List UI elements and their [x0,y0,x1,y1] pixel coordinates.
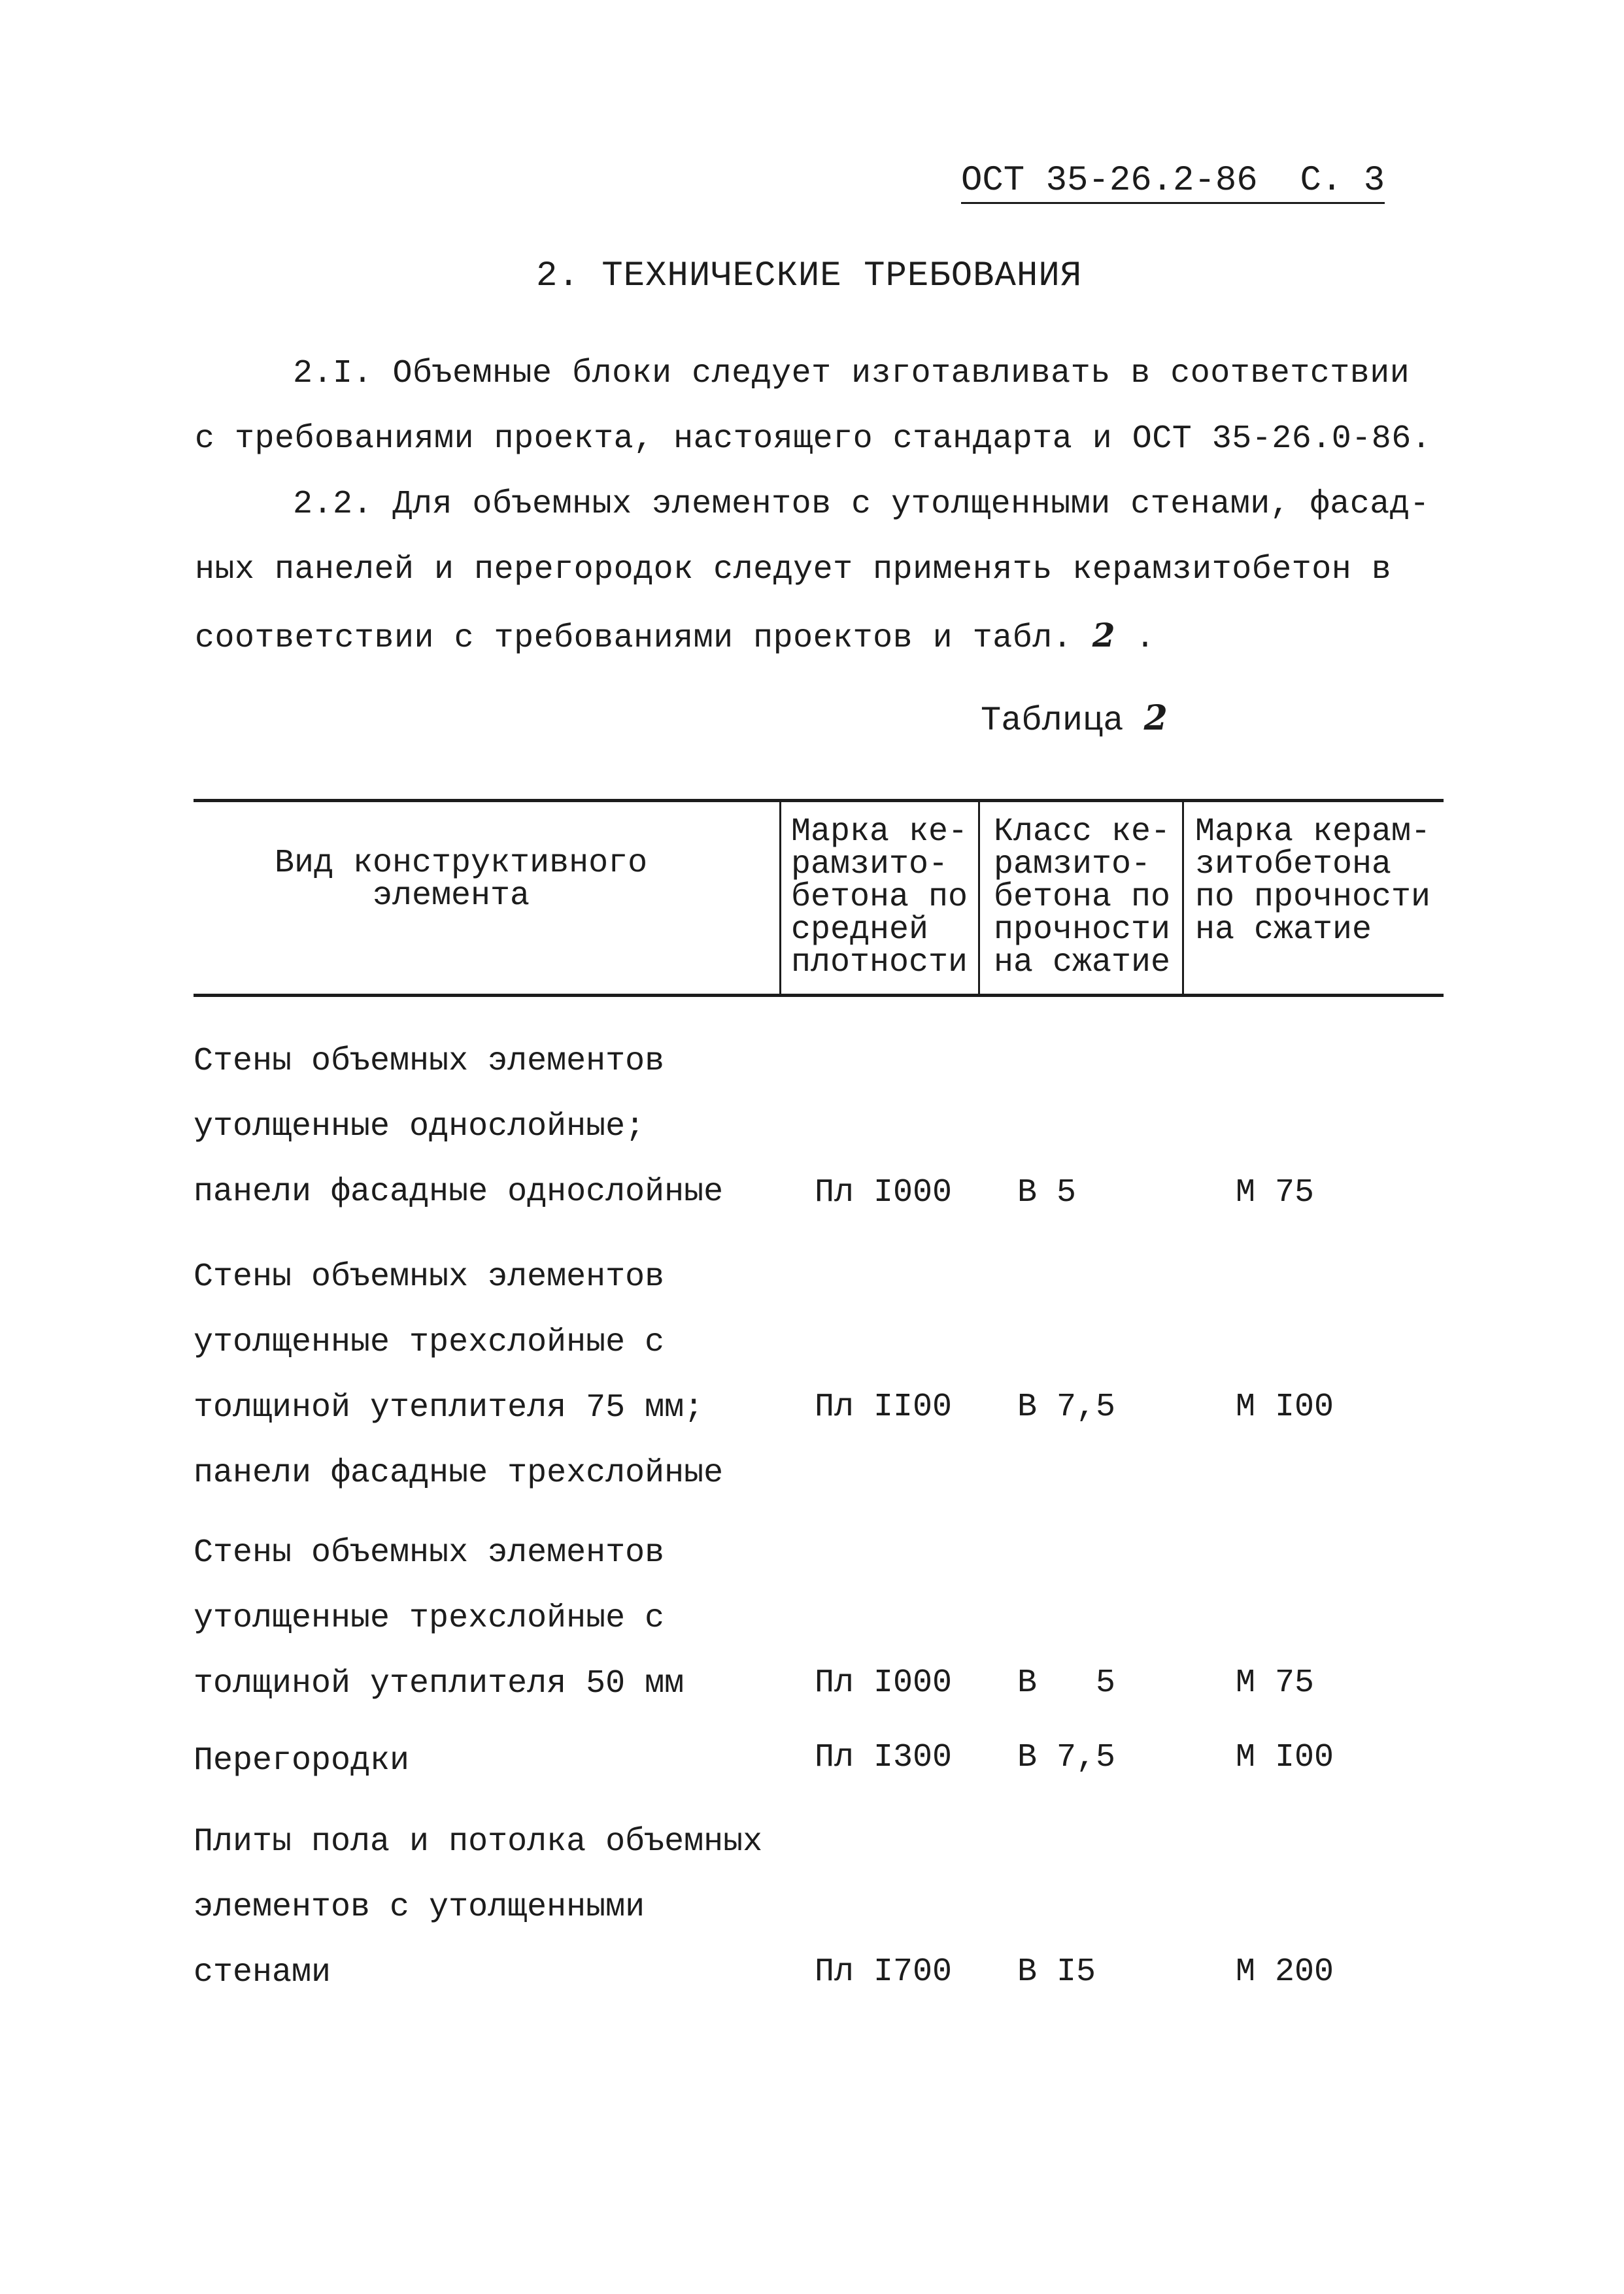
table-caption [981,698,1168,740]
table-header-bottom-rule [194,994,1444,997]
table-header-element-type: Вид конструктивного элемента [275,845,648,915]
table-row-2-line-3: толщиной утеплителя 75 мм; [194,1389,704,1426]
table-row-5-density: Пл I700 [815,1953,953,1991]
paragraph-2-2-line-3 [195,616,1155,658]
table-row-3-element [194,1521,821,1717]
table-row-1-element [194,1029,821,1225]
table-header-density: Марка ке- рамзито- бетона по средней плотности [791,813,968,981]
table-caption-number: 2 [1143,698,1168,738]
table-row-4-class: В 7,5 [1017,1739,1116,1776]
table-header-strength-class: Класс ке- рамзито- бетона по прочности на сжатие [994,813,1171,981]
page-number: С. 3 [1300,161,1385,201]
paragraph-2-2-line-2: ных панелей и перегородок следует применять керамзитобетон в [195,551,1392,588]
paragraph-2-1-line-1: 2.I. Объемные блоки следует изготавливать в соответствии [293,355,1410,392]
table-row-4-density: Пл I300 [815,1739,953,1776]
table-column-divider-1 [779,801,781,995]
paragraph-2-2-line-1: 2.2. Для объемных элементов с утолщенными стенами, фасад- [293,486,1430,523]
section-title: 2. ТЕХНИЧЕСКИЕ ТРЕБОВАНИЯ [536,256,1083,296]
table-row-3-line-3: толщиной утеплителя 50 мм [194,1665,685,1702]
table-row-1-density: Пл I000 [815,1174,953,1211]
table-row-2-line-4: панели фасадные трехслойные [194,1455,724,1492]
table-row-1-class: В 5 [1017,1174,1077,1211]
table-row-4-element [194,1729,821,1794]
table-row-4-strength: М I00 [1236,1739,1334,1776]
table-row-1-line-1: Стены объемных элементов [194,1043,665,1080]
table-row-5-line-2: элементов с утолщенными [194,1889,645,1926]
table-row-2-strength: М I00 [1236,1389,1334,1426]
table-row-5-element [194,1810,821,2006]
table-column-divider-2 [978,801,980,995]
paragraph-2-2-end: . [1135,620,1156,657]
table-row-5-strength: М 200 [1236,1953,1334,1991]
table-row-5-line-1: Плиты пола и потолка объемных [194,1823,763,1861]
table-reference-number: 2 [1092,616,1116,654]
table-header-strength-grade: Марка керам- зитобетона по прочности на сжатие [1195,813,1431,949]
table-row-1-strength: М 75 [1236,1174,1315,1211]
table-column-divider-3 [1182,801,1184,995]
table-row-3-strength: М 75 [1236,1664,1315,1702]
table-row-2-line-2: утолщенные трехслойные с [194,1324,665,1361]
table-row-5-line-3: стенами [194,1954,331,1991]
table-top-rule [194,799,1444,802]
table-row-3-line-2: утолщенные трехслойные с [194,1600,665,1637]
table-row-1-line-2: утолщенные однослойные; [194,1108,645,1145]
table-row-3-density: Пл I000 [815,1664,953,1702]
table-row-2-density: Пл II00 [815,1389,953,1426]
table-row-5-class: В I5 [1017,1953,1096,1991]
table-row-3-class: В 5 [1017,1664,1116,1702]
table-row-2-class: В 7,5 [1017,1389,1116,1426]
paragraph-2-2-line-3-text: соответствии с требованиями проектов и табл. [195,620,1073,657]
table-row-2-element [194,1245,821,1506]
table-row-4-line-1: Перегородки [194,1742,410,1780]
document-code: ОСТ 35-26.2-86 [961,161,1258,201]
table-row-3-line-1: Стены объемных элементов [194,1534,665,1572]
table-caption-label: Таблица [981,701,1124,740]
document-reference [961,161,1385,204]
paragraph-2-1-line-2: с требованиями проекта, настоящего стандарта и ОСТ 35-26.0-86. [195,420,1432,458]
table-row-1-line-3: панели фасадные однослойные [194,1173,724,1211]
table-row-2-line-1: Стены объемных элементов [194,1258,665,1296]
